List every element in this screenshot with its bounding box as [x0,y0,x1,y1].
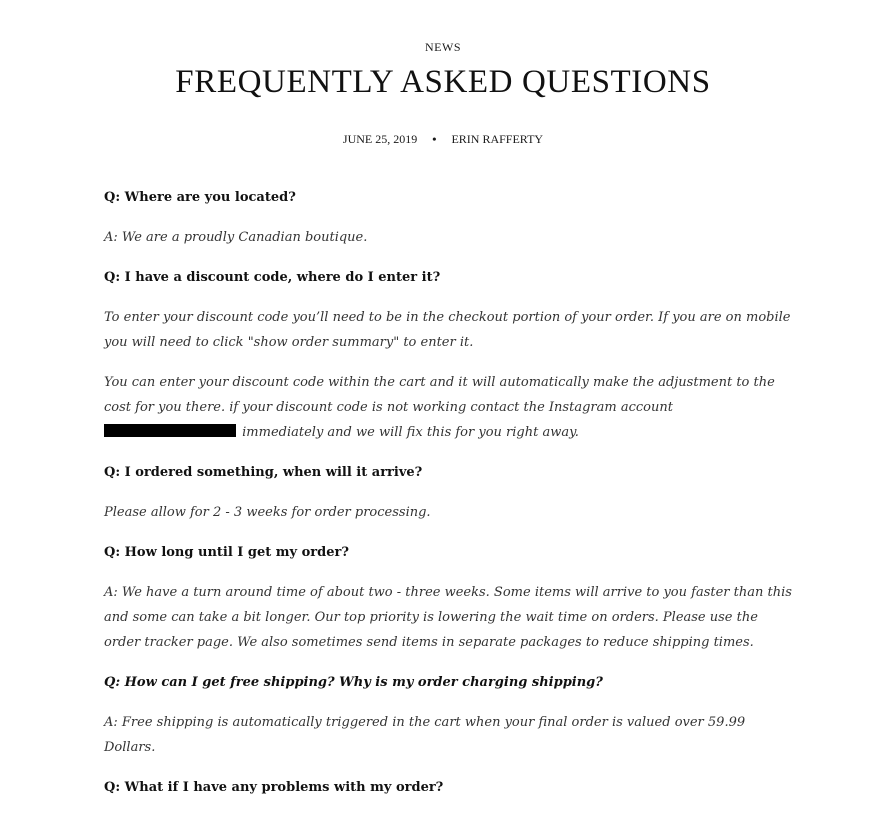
faq-question: Q: What if I have any problems with my order? [104,780,444,795]
faq-question: Q: I have a discount code, where do I enter it? [104,270,441,285]
page-title: FREQUENTLY ASKED QUESTIONS [175,64,711,100]
article-meta [0,132,886,147]
article-body [104,185,798,815]
redacted-instagram-handle [104,424,236,437]
faq-answer: A: We have a turn around time of about two - three weeks. Some items will arrive to you faster than this and some can take a bit longer. Our top priority is lowering the wait time on orders. Please use the order tracker page. We also sometimes send items in separate packages to reduce shipping times. [104,585,792,650]
faq-answer: To enter your discount code you’ll need to be in the checkout portion of your order. If you are on mobile you will need to click "show order summary" to enter it. [104,310,791,350]
faq-question: Q: How can I get free shipping? Why is my order charging shipping? [104,675,603,690]
publish-date: JUNE 25, 2019 [342,132,418,146]
faq-question: Q: Where are you located? [104,190,296,205]
faq-answer: A: We are a proudly Canadian boutique. [104,230,368,245]
faq-question: Q: I ordered something, when will it arrive? [104,465,423,480]
meta-separator: • [432,132,437,146]
category-link[interactable]: NEWS [425,40,461,54]
faq-answer-text: immediately and we will fix this for you right away. [238,425,579,440]
faq-answer-text: You can enter your discount code within the cart and it will automatically make the adjustment to the cost for you there. if your discount code is not working contact the Instagram account [104,375,775,415]
author-name: ERIN RAFFERTY [451,132,544,146]
faq-answer: A: Free shipping is automatically triggered in the cart when your final order is valued over 59.99 Dollars. [104,715,746,755]
faq-question: Q: How long until I get my order? [104,545,349,560]
faq-answer: Please allow for 2 - 3 weeks for order processing. [104,505,431,520]
faq-answer [104,370,798,445]
